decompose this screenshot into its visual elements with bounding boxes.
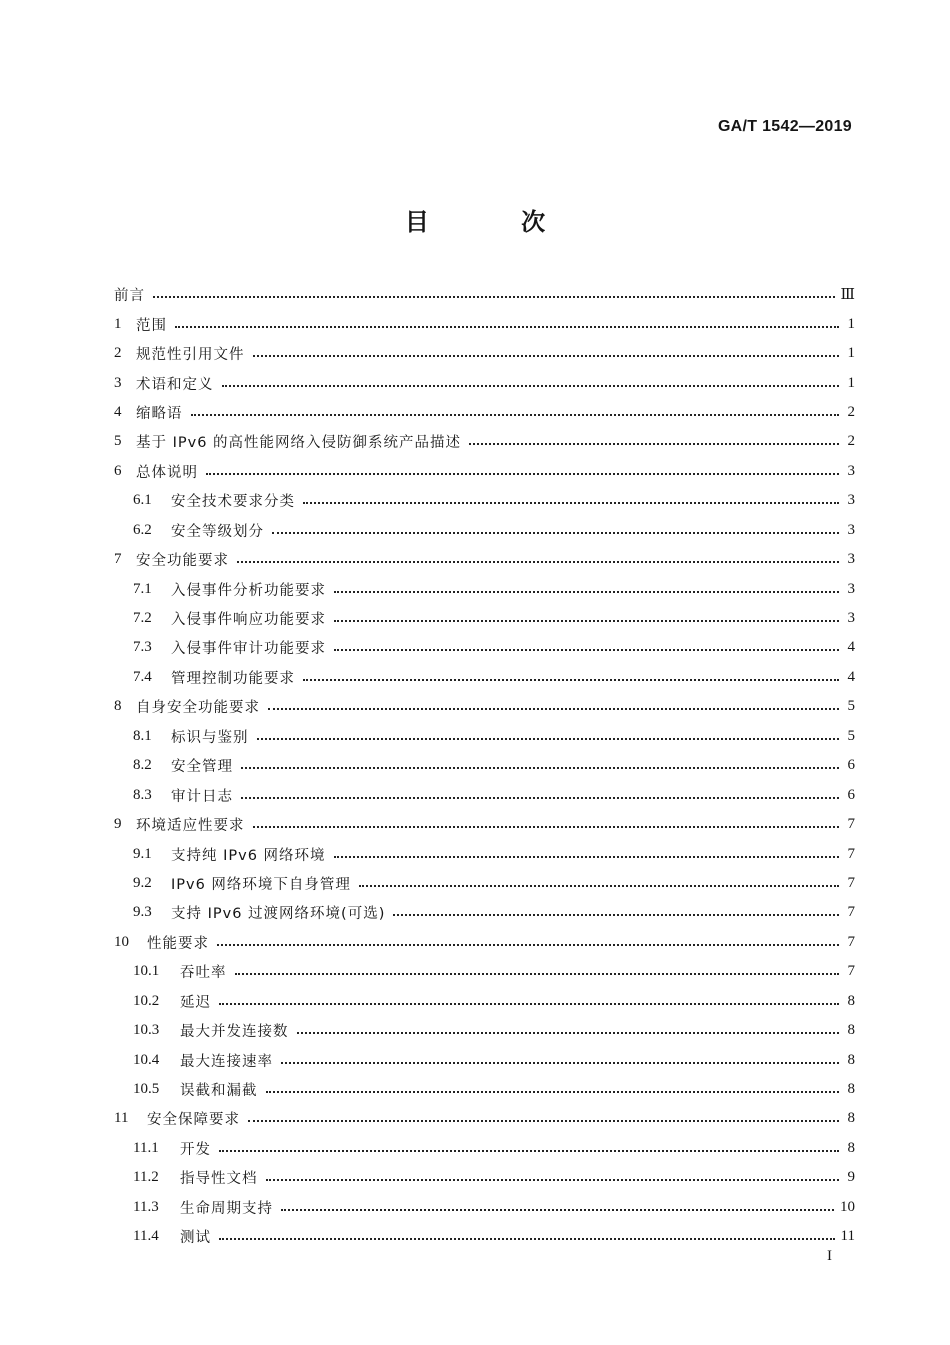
toc-entry-page: 7	[847, 874, 855, 891]
toc-entry-page: 8	[847, 1139, 855, 1156]
toc-entry-number: 6.2	[133, 521, 152, 538]
toc-entry[interactable]	[114, 1104, 855, 1133]
toc-entry-page: 7	[847, 933, 855, 950]
toc-leader-dots	[303, 677, 839, 681]
toc-leader-dots	[235, 971, 840, 975]
toc-entry-title: 范围	[136, 317, 167, 334]
toc-entry-title: 缩略语	[136, 405, 183, 422]
toc-entry-number: 11	[114, 1110, 129, 1127]
toc-entry-title: 审计日志	[171, 788, 233, 805]
toc-entry-number: 11.4	[133, 1228, 159, 1245]
toc-entry-title: 入侵事件分析功能要求	[171, 582, 326, 599]
toc-leader-dots	[334, 647, 839, 651]
toc-entry-page: 3	[847, 610, 855, 627]
toc-leader-dots	[266, 1089, 840, 1093]
toc-entry[interactable]	[114, 810, 855, 839]
toc-entry-page: 8	[847, 1022, 855, 1039]
toc-entry-page: 6	[847, 786, 855, 803]
toc-leader-dots	[241, 795, 839, 799]
toc-entry[interactable]	[114, 839, 855, 868]
toc-leader-dots	[219, 1001, 839, 1005]
toc-entry-page: 10	[840, 1198, 855, 1215]
toc-entry[interactable]	[114, 427, 855, 456]
toc-entry-title: 生命周期支持	[180, 1200, 273, 1217]
toc-entry-page: 9	[847, 1169, 855, 1186]
toc-entry[interactable]	[114, 751, 855, 780]
toc-entry-page: 3	[847, 462, 855, 479]
toc-leader-dots	[272, 530, 839, 534]
standard-code: GA/T 1542—2019	[717, 118, 852, 135]
toc-entry-page: 6	[847, 757, 855, 774]
toc-entry[interactable]	[114, 309, 855, 338]
toc-entry[interactable]	[114, 486, 855, 515]
toc-entry-title: 安全等级划分	[171, 523, 264, 540]
toc-leader-dots	[217, 942, 839, 946]
toc-entry-number: 8.3	[133, 786, 152, 803]
toc-entry[interactable]	[114, 722, 855, 751]
toc-entry-number: 5	[114, 433, 122, 450]
toc-entry-number: 10	[114, 933, 129, 950]
page-title: 目 次	[404, 208, 588, 236]
toc-entry-page: 8	[847, 1110, 855, 1127]
toc-entry[interactable]	[114, 898, 855, 927]
toc-leader-dots	[191, 412, 840, 416]
toc-leader-dots	[281, 1060, 839, 1064]
toc-leader-dots	[334, 854, 839, 858]
toc-leader-dots	[175, 324, 839, 328]
toc-entry[interactable]	[114, 1222, 855, 1251]
toc-entry-page: 11	[840, 1228, 855, 1245]
toc-entry-number: 1	[114, 315, 122, 332]
toc-entry-title: 安全保障要求	[147, 1112, 240, 1129]
toc-entry-number: 10.5	[133, 1081, 160, 1098]
toc-entry-title: 前言	[114, 288, 145, 305]
toc-entry[interactable]	[114, 1134, 855, 1163]
toc-entry[interactable]	[114, 957, 855, 986]
toc-entry-title: 总体说明	[136, 464, 198, 481]
toc-entry-number: 11.3	[133, 1198, 159, 1215]
toc-entry-number: 9.1	[133, 845, 152, 862]
toc-entry[interactable]	[114, 1016, 855, 1045]
toc-entry-number: 10.1	[133, 963, 160, 980]
toc-entry-number: 9.2	[133, 874, 152, 891]
toc-entry-title: 安全管理	[171, 759, 233, 776]
toc-leader-dots	[297, 1030, 840, 1034]
toc-entry-page: 5	[847, 698, 855, 715]
toc-entry-title: 自身安全功能要求	[136, 700, 260, 717]
toc-entry-number: 10.2	[133, 992, 160, 1009]
toc-entry-page: 8	[847, 1051, 855, 1068]
toc-entry-number: 2	[114, 345, 122, 362]
toc-entry-title: 术语和定义	[136, 376, 214, 393]
toc-entry-number: 8.2	[133, 757, 152, 774]
toc-entry-title: 开发	[180, 1141, 211, 1158]
toc-entry-title: 延迟	[180, 994, 211, 1011]
toc-entry-page: 8	[847, 1081, 855, 1098]
toc-leader-dots	[219, 1236, 835, 1240]
toc-entry-page: 3	[847, 551, 855, 568]
toc-leader-dots	[303, 500, 839, 504]
toc-entry-title: 安全功能要求	[136, 553, 229, 570]
toc-entry-page: 1	[847, 345, 855, 362]
toc-entry-number: 10.3	[133, 1022, 160, 1039]
toc-entry-number: 7.2	[133, 610, 152, 627]
page-number: I	[827, 1248, 832, 1264]
toc-entry-title: 管理控制功能要求	[171, 670, 295, 687]
toc-entry-number: 11.2	[133, 1169, 159, 1186]
toc-entry-page: 4	[847, 668, 855, 685]
toc-entry-page: 4	[847, 639, 855, 656]
table-of-contents	[114, 280, 855, 1251]
toc-entry-title: 规范性引用文件	[136, 347, 245, 364]
toc-entry[interactable]	[114, 1193, 855, 1222]
toc-entry[interactable]	[114, 633, 855, 662]
toc-entry[interactable]	[114, 545, 855, 574]
toc-entry-title: 环境适应性要求	[136, 818, 245, 835]
toc-entry-page: 7	[847, 845, 855, 862]
toc-entry-number: 4	[114, 403, 122, 420]
toc-entry[interactable]	[114, 1163, 855, 1192]
toc-entry-title: 标识与鉴别	[171, 729, 249, 746]
toc-leader-dots	[281, 1207, 834, 1211]
toc-entry-page: Ⅲ	[840, 287, 855, 304]
toc-entry-page: 1	[847, 315, 855, 332]
toc-entry-number: 7	[114, 551, 122, 568]
toc-leader-dots	[393, 912, 839, 916]
toc-entry-page: 1	[847, 374, 855, 391]
toc-entry[interactable]	[114, 1045, 855, 1074]
toc-leader-dots	[334, 618, 839, 622]
toc-entry-page: 2	[847, 433, 855, 450]
toc-entry[interactable]	[114, 280, 855, 309]
toc-entry[interactable]	[114, 457, 855, 486]
toc-entry-title: 误截和漏截	[180, 1083, 258, 1100]
toc-entry[interactable]	[114, 604, 855, 633]
toc-leader-dots	[266, 1177, 840, 1181]
toc-entry-title: 最大连接速率	[180, 1053, 273, 1070]
toc-entry[interactable]	[114, 1075, 855, 1104]
toc-entry-number: 7.1	[133, 580, 152, 597]
toc-entry-number: 7.4	[133, 668, 152, 685]
toc-leader-dots	[359, 883, 839, 887]
toc-leader-dots	[253, 353, 840, 357]
toc-entry-page: 7	[847, 904, 855, 921]
toc-leader-dots	[153, 294, 835, 298]
toc-entry[interactable]	[114, 692, 855, 721]
toc-entry[interactable]	[114, 516, 855, 545]
toc-entry-page: 8	[847, 992, 855, 1009]
toc-leader-dots	[237, 559, 839, 563]
toc-entry-title: 指导性文档	[180, 1171, 258, 1188]
toc-entry-title: 支持 IPv6 过渡网络环境(可选)	[171, 906, 386, 923]
toc-leader-dots	[219, 1148, 839, 1152]
toc-entry-number: 9	[114, 816, 122, 833]
toc-entry-number: 8	[114, 698, 122, 715]
toc-leader-dots	[248, 1118, 839, 1122]
toc-leader-dots	[206, 471, 839, 475]
toc-entry[interactable]	[114, 987, 855, 1016]
toc-entry-page: 3	[847, 521, 855, 538]
toc-entry-page: 3	[847, 580, 855, 597]
toc-entry-number: 6	[114, 462, 122, 479]
toc-leader-dots	[469, 441, 839, 445]
toc-entry-page: 7	[847, 963, 855, 980]
toc-entry-number: 7.3	[133, 639, 152, 656]
toc-leader-dots	[257, 736, 840, 740]
toc-entry-number: 8.1	[133, 727, 152, 744]
toc-entry[interactable]	[114, 368, 855, 397]
toc-entry-number: 11.1	[133, 1139, 159, 1156]
toc-entry[interactable]	[114, 663, 855, 692]
toc-entry[interactable]	[114, 869, 855, 898]
toc-entry-title: 支持纯 IPv6 网络环境	[171, 847, 326, 864]
toc-entry-title: 测试	[180, 1230, 211, 1247]
toc-entry[interactable]	[114, 780, 855, 809]
toc-entry-title: 安全技术要求分类	[171, 494, 295, 511]
toc-entry-page: 5	[847, 727, 855, 744]
toc-leader-dots	[268, 706, 839, 710]
toc-entry-number: 3	[114, 374, 122, 391]
toc-entry-title: 吞吐率	[180, 965, 227, 982]
toc-entry[interactable]	[114, 574, 855, 603]
toc-entry-title: 最大并发连接数	[180, 1024, 289, 1041]
toc-entry-page: 7	[847, 816, 855, 833]
toc-leader-dots	[334, 589, 839, 593]
toc-entry[interactable]	[114, 398, 855, 427]
toc-entry-number: 6.1	[133, 492, 152, 509]
toc-entry-title: 入侵事件审计功能要求	[171, 641, 326, 658]
toc-entry-number: 10.4	[133, 1051, 160, 1068]
toc-leader-dots	[241, 765, 839, 769]
toc-entry-title: IPv6 网络环境下自身管理	[171, 876, 351, 893]
toc-entry[interactable]	[114, 339, 855, 368]
toc-entry-title: 入侵事件响应功能要求	[171, 612, 326, 629]
toc-entry[interactable]	[114, 928, 855, 957]
toc-entry-page: 3	[847, 492, 855, 509]
toc-leader-dots	[222, 383, 840, 387]
toc-entry-page: 2	[847, 403, 855, 420]
toc-entry-title: 性能要求	[147, 935, 209, 952]
toc-leader-dots	[253, 824, 840, 828]
toc-entry-number: 9.3	[133, 904, 152, 921]
toc-entry-title: 基于 IPv6 的高性能网络入侵防御系统产品描述	[136, 435, 462, 452]
